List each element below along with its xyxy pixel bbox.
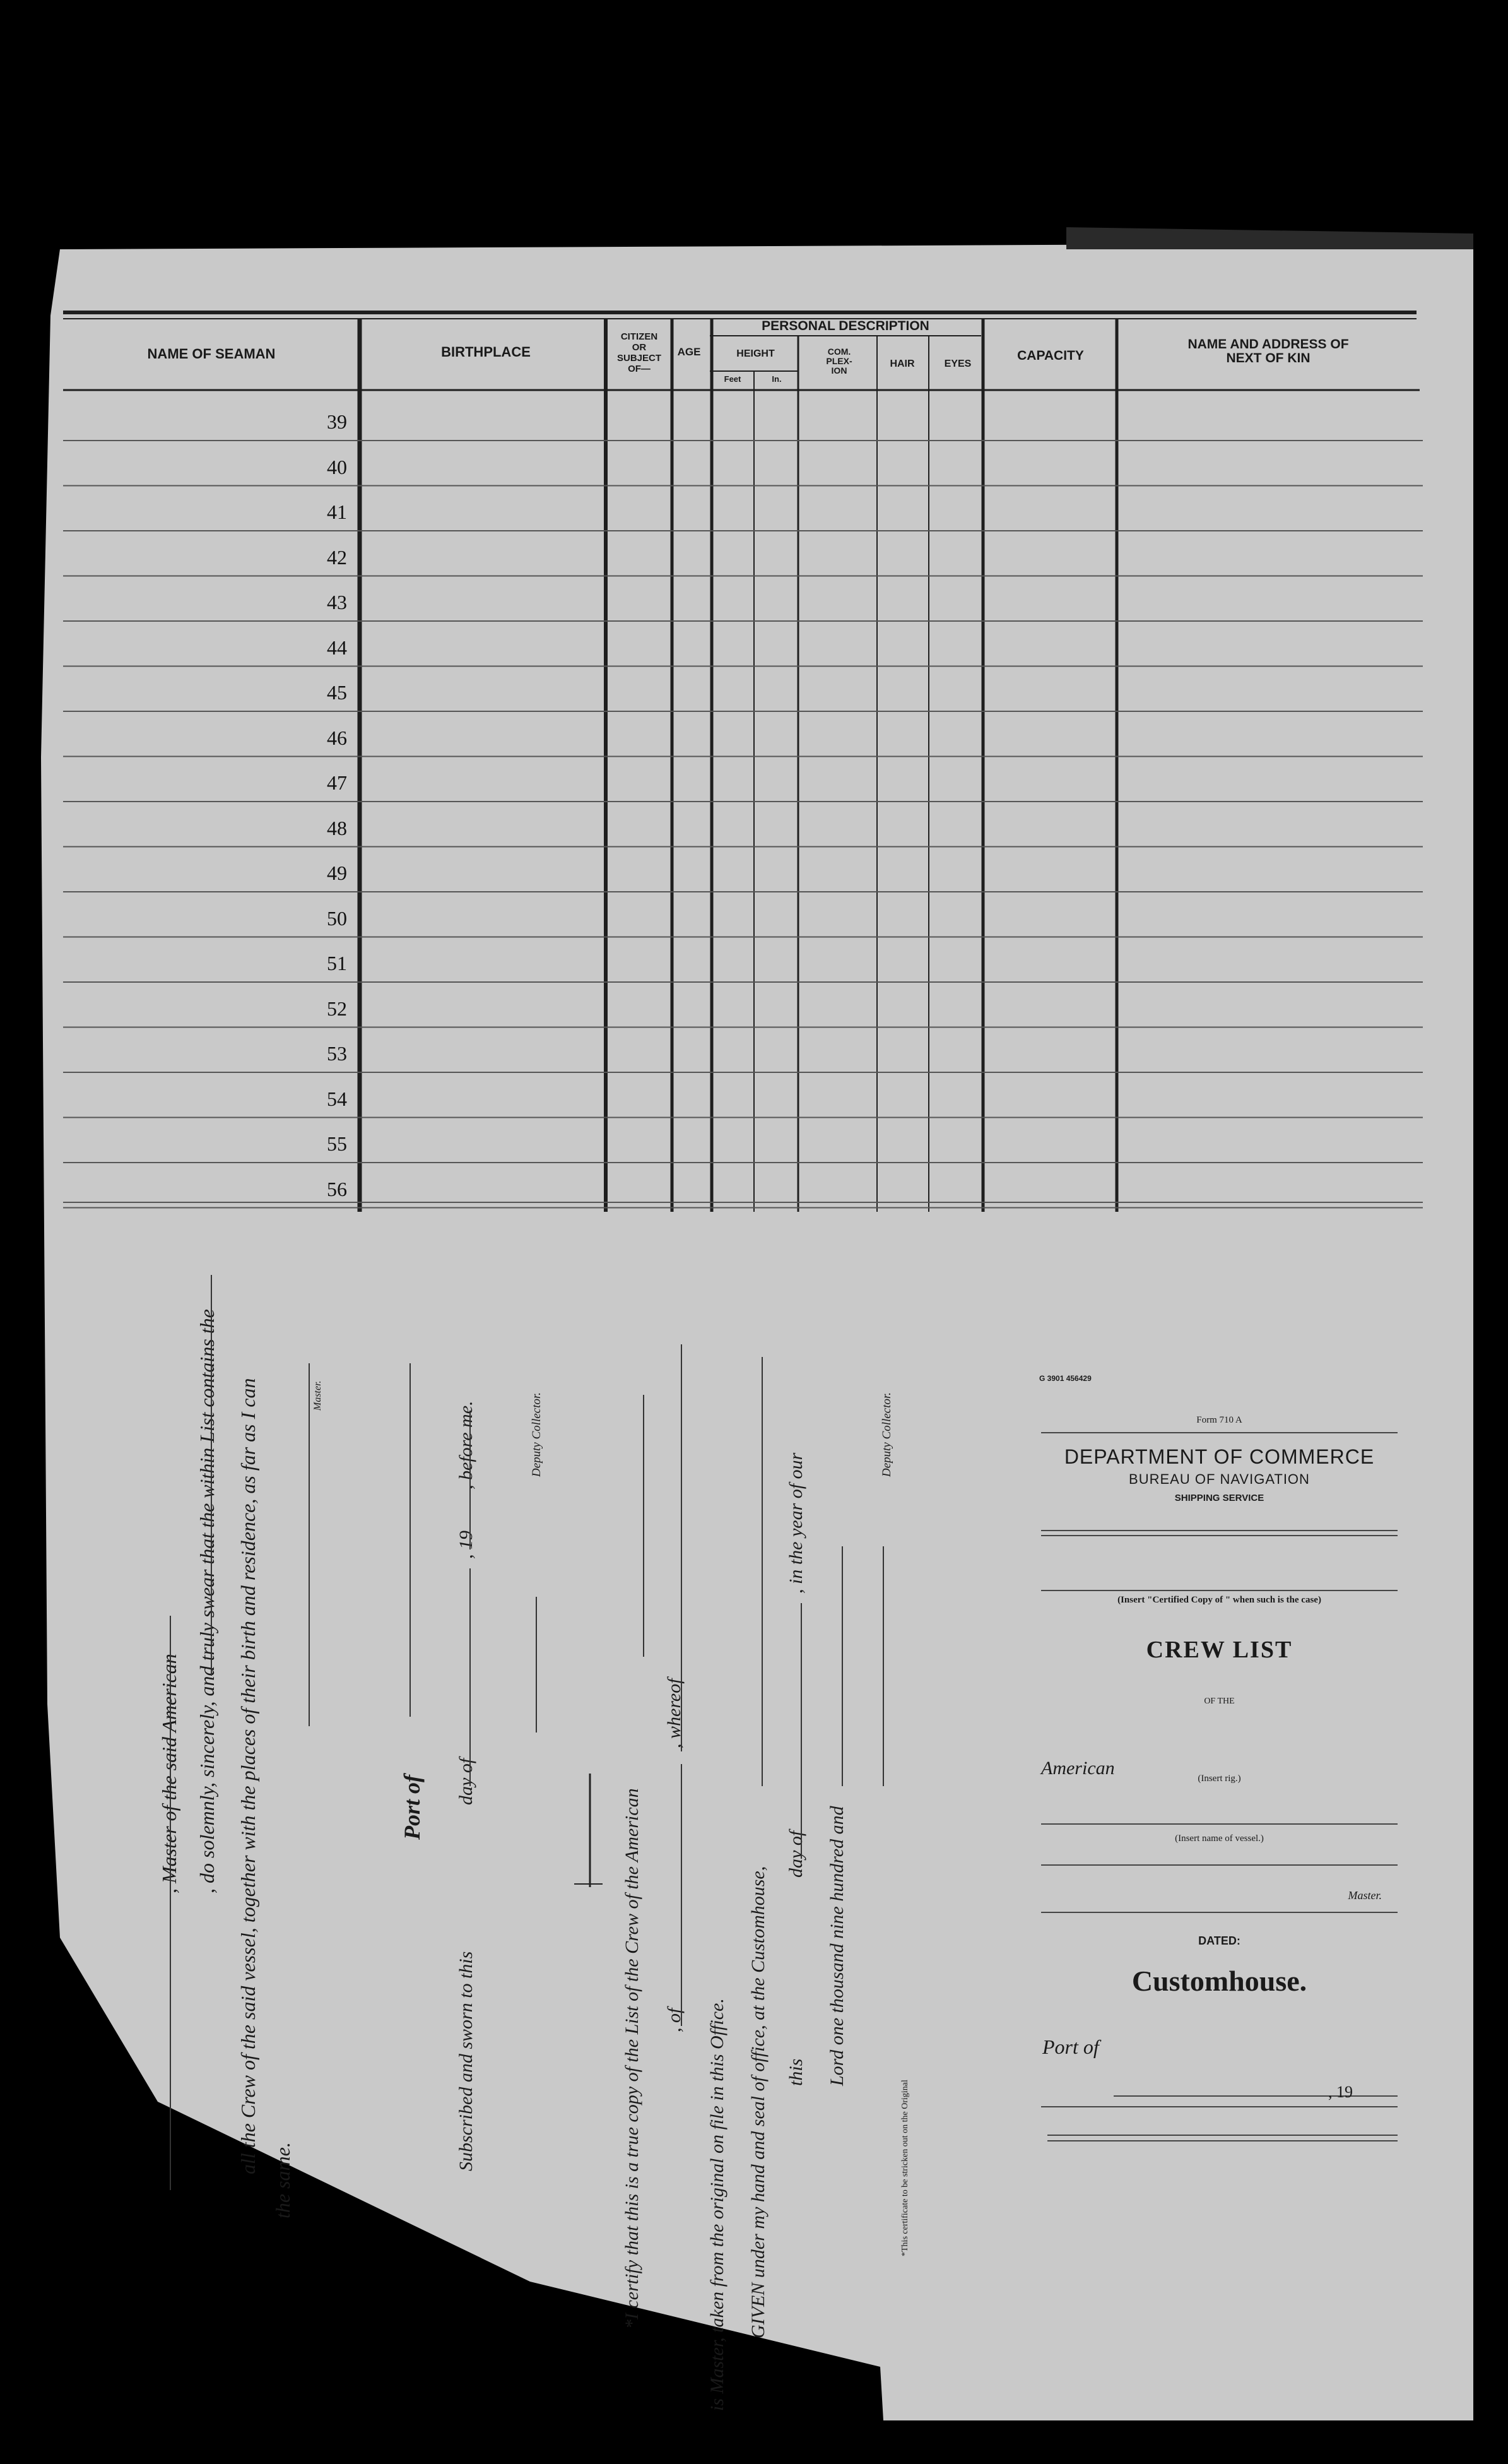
row-number: 56 — [327, 1177, 347, 1200]
row-number: 44 — [327, 636, 347, 659]
header-birthplace: BIRTHPLACE — [441, 344, 531, 360]
department-title: DEPARTMENT OF COMMERCE — [1064, 1445, 1375, 1468]
dated-label: DATED: — [1198, 1934, 1240, 1947]
header-capacity: CAPACITY — [1017, 348, 1084, 363]
insert-certified-note: (Insert "Certified Copy of " when such is the case) — [1117, 1595, 1321, 1605]
subscribed-sworn: Subscribed and sworn to this — [456, 1951, 476, 2171]
oath-master-label: Master. — [312, 1380, 323, 1411]
header-inches: In. — [772, 374, 782, 384]
certificate-of: , of — [664, 2008, 685, 2032]
certificate-day-of: day of — [786, 1830, 806, 1878]
subscribed-day-of: day of — [456, 1758, 476, 1805]
header-feet: Feet — [724, 374, 741, 384]
service-title: SHIPPING SERVICE — [1174, 1493, 1264, 1503]
american-label: American — [1041, 1758, 1115, 1779]
master-label: Master. — [1348, 1889, 1382, 1902]
certificate-whereof: , whereof — [664, 1678, 685, 1748]
certificate-line-3: GIVEN under my hand and seal of office, at the Customhouse, — [748, 1866, 769, 2338]
subscribed-before-me: , before me. — [456, 1401, 476, 1490]
row-number: 41 — [327, 500, 347, 523]
row-number: 39 — [327, 410, 347, 433]
year-label: , 19 — [1328, 2083, 1353, 2101]
insert-rig-note: (Insert rig.) — [1198, 1774, 1241, 1784]
certificate-footnote: *This certificate to be stricken out on the Original — [900, 2080, 910, 2256]
row-number: 45 — [327, 681, 347, 704]
subscribed-year: , 19 — [456, 1531, 476, 1559]
header-complexion: COM. PLEX- ION — [826, 346, 852, 376]
certificate-this: this — [786, 2058, 806, 2086]
of-the-label: OF THE — [1204, 1697, 1235, 1706]
header-age: AGE — [677, 346, 701, 358]
row-number: 49 — [327, 862, 347, 884]
insert-vessel-note: (Insert name of vessel.) — [1175, 1833, 1264, 1844]
row-number: 52 — [327, 997, 347, 1020]
subscribed-deputy-collector: Deputy Collector. — [530, 1392, 543, 1477]
certificate-deputy-collector: Deputy Collector. — [880, 1392, 893, 1477]
header-name-of-seaman: NAME OF SEAMAN — [147, 346, 276, 362]
row-number: 42 — [327, 545, 347, 569]
header-personal-description: PERSONAL DESCRIPTION — [762, 319, 929, 333]
header-hair: HAIR — [890, 358, 915, 369]
oath-line-3: all the Crew of the said vessel, together with the places of their birth and residence, as far as I can — [237, 1378, 259, 2174]
bureau-title: BUREAU OF NAVIGATION — [1129, 1471, 1310, 1487]
header-height: HEIGHT — [736, 348, 775, 359]
row-number: 40 — [327, 455, 347, 478]
oath-line-1: , Master of the said American — [158, 1654, 180, 1893]
print-code: G 3901 456429 — [1039, 1374, 1092, 1383]
row-number: 53 — [327, 1042, 347, 1065]
oath-line-4: the same. — [271, 2142, 294, 2218]
oath-line-2: , do solemnly, sincerely, and truly swear that the within List contains the — [196, 1309, 218, 1893]
row-number: 43 — [327, 591, 347, 613]
row-number: 48 — [327, 816, 347, 839]
row-number: 46 — [327, 726, 347, 749]
header-next-of-kin: NAME AND ADDRESS OF NEXT OF KIN — [1187, 337, 1349, 365]
row-number: 47 — [327, 771, 347, 794]
crew-list-title: CREW LIST — [1146, 1637, 1293, 1663]
form-number: Form 710 A — [1196, 1415, 1242, 1425]
row-number: 54 — [327, 1087, 347, 1110]
certificate-line-4: Lord one thousand nine hundred and — [827, 1806, 847, 2086]
certificate-line-1: *I certify that this is a true copy of the List of the Crew of the American — [621, 1788, 642, 2329]
header-citizen: CITIZEN OR SUBJECT OF— — [616, 331, 661, 374]
customhouse-title: Customhouse. — [1131, 1965, 1307, 1997]
certificate-line-2: is Master, taken from the original on file in this Office. — [707, 1998, 727, 2411]
row-number: 55 — [327, 1132, 347, 1155]
row-number: 51 — [327, 952, 347, 974]
port-of-label: Port of — [1042, 2035, 1099, 2058]
row-number: 50 — [327, 906, 347, 930]
subscribed-port-of: Port of — [399, 1775, 425, 1840]
certificate-in-the-year: , in the year of our — [786, 1452, 806, 1594]
header-eyes: EYES — [944, 358, 972, 369]
